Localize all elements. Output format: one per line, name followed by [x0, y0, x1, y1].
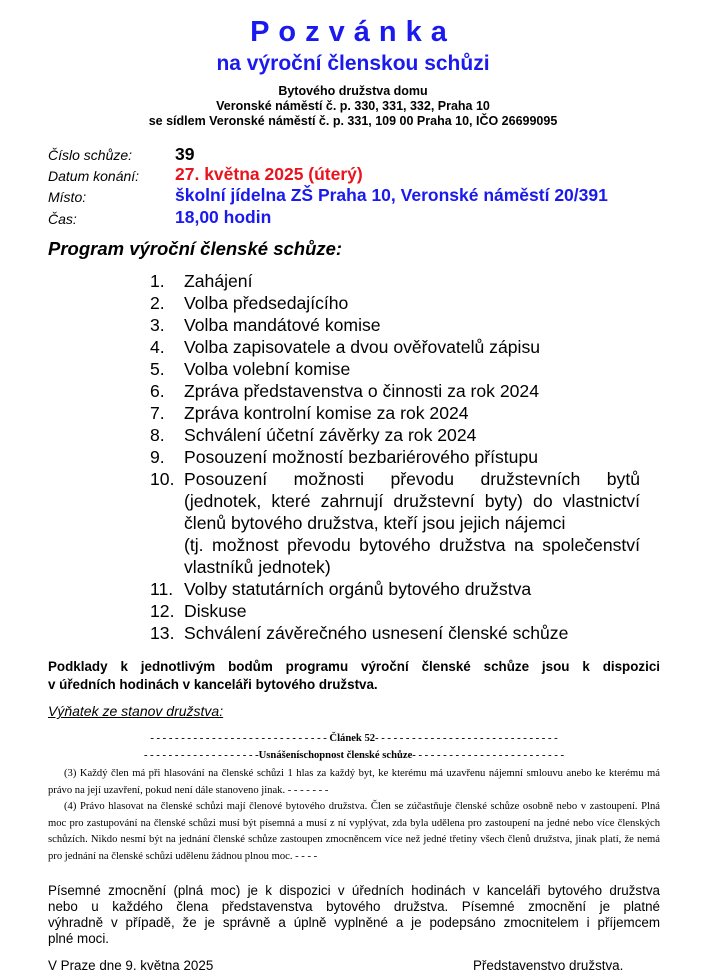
power-of-attorney-note: [48, 883, 660, 947]
program-item-line: Zahájení: [184, 271, 253, 291]
program-item-number: 7.: [150, 403, 165, 423]
program-item-number: 2.: [150, 293, 165, 313]
program-item-text: [184, 600, 640, 622]
program-item-line: Posouzení možnosti převodu družstevních bytů: [184, 469, 640, 489]
program-item-number: 10.: [150, 469, 175, 489]
program-item: [150, 622, 640, 644]
date-value: 27. května 2025 (úterý): [175, 164, 363, 184]
materials-note: [48, 658, 660, 694]
program-item-text: [184, 402, 640, 424]
article-paragraph-4: (4) Právo hlasovat na členské schůzi mají členové bytového družstva. Člen se zúčastňuje členské schůze osobně nebo v zastoupení. Plná moc pro zastupování na členské schůzi musí být písemná a musí z ní vyplývat, zda byla udělena pro zastoupení na jedné nebo více členských schůzích. Nikdo nesmí být na jednání členské schůze zastoupen zmocněncem více než jedné třetiny všech členů družstva, jinak platí, že nemá pro jednání na členské schůzi udělenu žádnou plnou moc. - - - -: [48, 801, 660, 862]
program-item-number: 9.: [150, 447, 165, 467]
program-item-line: Diskuse: [184, 601, 247, 621]
meeting-number-label: Číslo schůze:: [48, 147, 133, 163]
article-paragraph-3: (3) Každý člen má při hlasování na členské schůzi 1 hlas za každý byt, ke kterému má uzavřenu nájemní smlouvu anebo ke kterému má právo na její uzavření, pokud není dále stanoveno jinak. - - - - - - -: [48, 768, 660, 796]
poa-line-4: plné moci.: [48, 931, 110, 946]
article-subheading: - - - - - - - - - - - - - - - - - - -Usnášeníschopnost členské schůze- - - - - - - - - - - - - - - - - - - - - - - - -: [143, 750, 565, 761]
program-item: [150, 468, 640, 578]
program-item-text: [184, 358, 640, 380]
article-heading: - - - - - - - - - - - - - - - - - - - - - - - - - - - - - Článek 52- - - - - - - - - - - - - - - - - - - - - - - - - - - - - -: [150, 733, 558, 744]
program-item: [150, 380, 640, 402]
place-and-date: V Praze dne 9. května 2025: [48, 958, 214, 973]
program-list: [150, 270, 640, 644]
program-item-text: [184, 270, 640, 292]
program-item-line: Volby statutárních orgánů bytového družstva: [184, 579, 532, 599]
program-item-line: Zpráva kontrolní komise za rok 2024: [184, 403, 469, 423]
program-item: [150, 336, 640, 358]
program-item-line: (tj. možnost převodu bytového družstva na společenství: [184, 535, 640, 555]
program-item-text: [184, 424, 640, 446]
org-seat: se sídlem Veronské náměstí č. p. 331, 109 00 Praha 10, IČO 26699095: [148, 114, 558, 128]
program-item-line: (jednotek, které zahrnují družstevní byty) do vlastnictví: [184, 491, 640, 511]
program-item-number: 13.: [150, 623, 175, 643]
time-value: 18,00 hodin: [175, 207, 272, 227]
program-item-line: Zpráva představenstva o činnosti za rok 2024: [184, 381, 540, 401]
program-item: [150, 270, 640, 292]
program-heading: Program výroční členské schůze:: [48, 238, 343, 259]
program-item: [150, 600, 640, 622]
program-item-line: Volba předsedajícího: [184, 293, 349, 313]
program-item: [150, 424, 640, 446]
program-item-line: Posouzení možností bezbariérového přístupu: [184, 447, 539, 467]
program-item-text: [184, 292, 640, 314]
materials-note-line-1: Podklady k jednotlivým bodům programu výroční členské schůze jsou k dispozici: [48, 659, 660, 674]
place-value: školní jídelna ZŠ Praha 10, Veronské náměstí 20/391: [175, 185, 608, 205]
program-item-number: 12.: [150, 601, 175, 621]
poa-line-2: nebo u každého člena představenstva bytového družstva. Písemné zmocnění je platné: [48, 899, 660, 914]
excerpt-title: Výňatek ze stanov družstva:: [48, 703, 224, 719]
program-item-line: Schválení účetní závěrky za rok 2024: [184, 425, 477, 445]
program-item: [150, 314, 640, 336]
article-text: [48, 766, 660, 865]
program-item-text: [184, 446, 640, 468]
program-item: [150, 446, 640, 468]
program-item-line: Volba volební komise: [184, 359, 351, 379]
program-item-number: 1.: [150, 271, 165, 291]
program-item-number: 3.: [150, 315, 165, 335]
poa-line-3: výhradně v případě, že je správně a úplně vyplněné a je podepsáno zmocnitelem i příjemcem: [48, 915, 660, 930]
program-item: [150, 578, 640, 600]
materials-note-line-2: v úředních hodinách v kanceláři bytového družstva.: [48, 677, 378, 692]
place-label: Místo:: [48, 189, 87, 205]
poa-line-1: Písemné zmocnění (plná moc) je k dispozici v úředních hodinách v kanceláři bytového družstva: [48, 883, 660, 898]
program-item: [150, 402, 640, 424]
meeting-number-value: 39: [175, 144, 195, 164]
program-item-number: 8.: [150, 425, 165, 445]
program-item-text: [184, 314, 640, 336]
program-item-number: 5.: [150, 359, 165, 379]
program-item-text: [184, 468, 640, 578]
program-item-number: 4.: [150, 337, 165, 357]
program-item-number: 6.: [150, 381, 165, 401]
program-item-line: členů bytového družstva, kteří jsou jejich nájemci: [184, 513, 566, 533]
program-item-line: Volba zapisovatele a dvou ověřovatelů zápisu: [184, 337, 541, 357]
time-label: Čas:: [48, 211, 77, 227]
invitation-title: Pozvánka: [250, 16, 456, 48]
program-item: [150, 358, 640, 380]
program-item-number: 11.: [150, 579, 174, 599]
invitation-subtitle: na výroční členskou schůzi: [216, 52, 490, 75]
program-item-text: [184, 622, 640, 644]
program-item-text: [184, 336, 640, 358]
signature: Představenstvo družstva.: [473, 958, 624, 973]
date-label: Datum konání:: [48, 168, 140, 184]
org-address: Veronské náměstí č. p. 330, 331, 332, Praha 10: [216, 99, 490, 113]
program-item-line: Schválení závěrečného usnesení členské schůze: [184, 623, 569, 643]
program-item: [150, 292, 640, 314]
program-item-text: [184, 578, 640, 600]
program-item-text: [184, 380, 640, 402]
program-item-line: Volba mandátové komise: [184, 315, 381, 335]
program-item-line: vlastníků jednotek): [184, 557, 331, 577]
org-name: Bytového družstva domu: [278, 84, 428, 98]
